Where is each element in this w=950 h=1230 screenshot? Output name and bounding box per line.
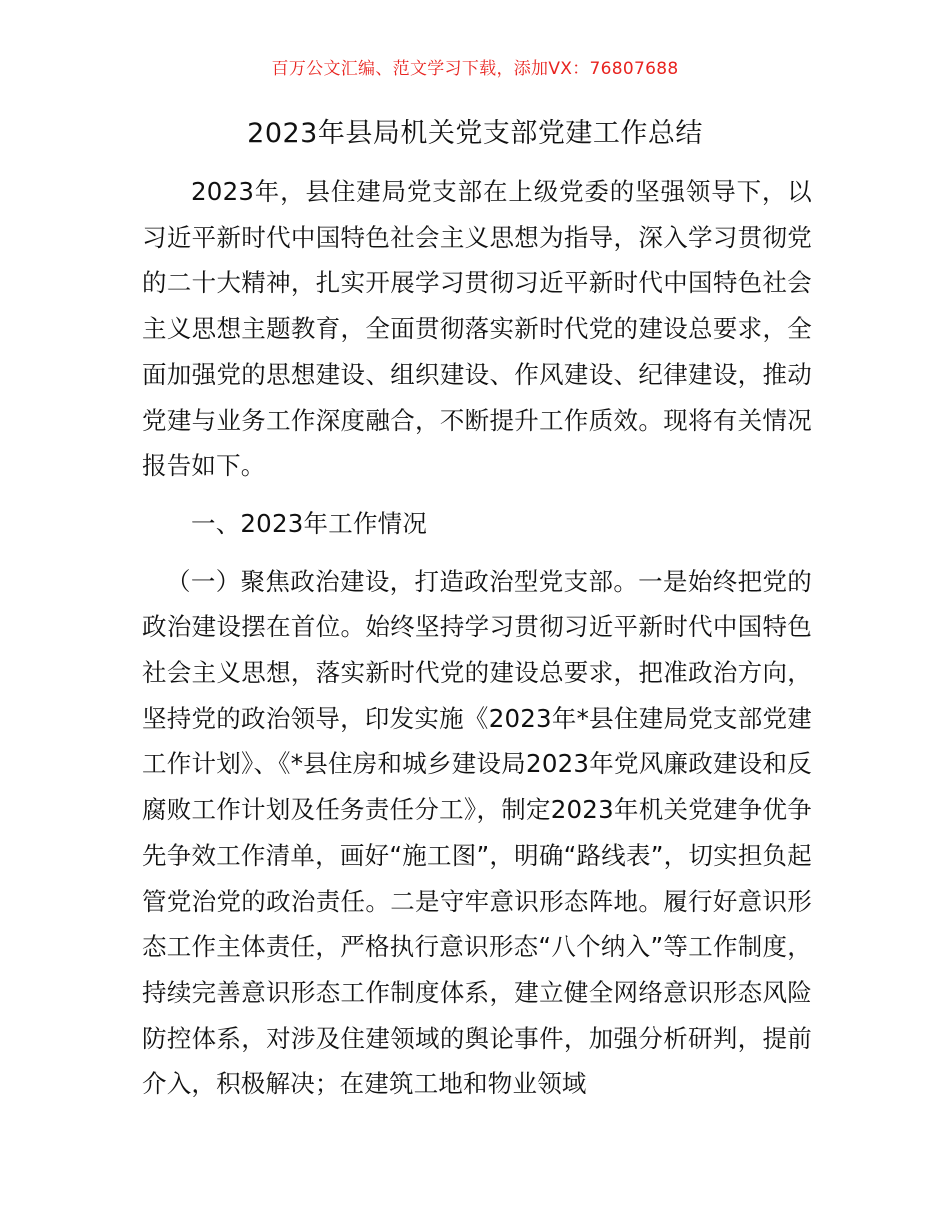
document-title: 2023年县局机关党支部党建工作总结	[247, 118, 703, 149]
section-heading: 一、2023年工作情况	[191, 508, 428, 538]
intro-paragraph: 2023年，县住建局党支部在上级党委的坚强领导下，以习近平新时代中国特色社会主义思想为指导，深入学习贯彻党的二十大精神，扎实开展学习贯彻习近平新时代中国特色社会主义思想主题教育，全面贯彻落实新时代党的建设总要求，全面加强党的思想建设、组织建设、作风建设、纪律建设，推动党建与业务工作深度融合，不断提升工作质效。现将有关情况报告如下。	[142, 177, 812, 481]
document-body	[142, 169, 812, 1107]
section-1-paragraph: （一）聚焦政治建设，打造政治型党支部。一是始终把党的政治建设摆在首位。始终坚持学习贯彻习近平新时代中国特色社会主义思想，落实新时代党的建设总要求，把准政治方向，坚持党的政治领导，印发实施《2023年*县住建局党支部党建工作计划》、《*县住房和城乡建设局2023年党风廉政建设和反腐败工作计划及任务责任分工》，制定2023年机关党建争优争先争效工作清单，画好“施工图”，明确“路线表”，切实担负起管党治党的政治责任。二是守牢意识形态阵地。履行好意识形态工作主体责任，严格执行意识形态“八个纳入”等工作制度，持续完善意识形态工作制度体系，建立健全网络意识形态风险防控体系，对涉及住建领域的舆论事件，加强分析研判，提前介入，积极解决；在建筑工地和物业领域	[142, 566, 812, 1099]
header-banner: 百万公文汇编、范文学习下载，添加VX：76807688	[271, 59, 679, 79]
